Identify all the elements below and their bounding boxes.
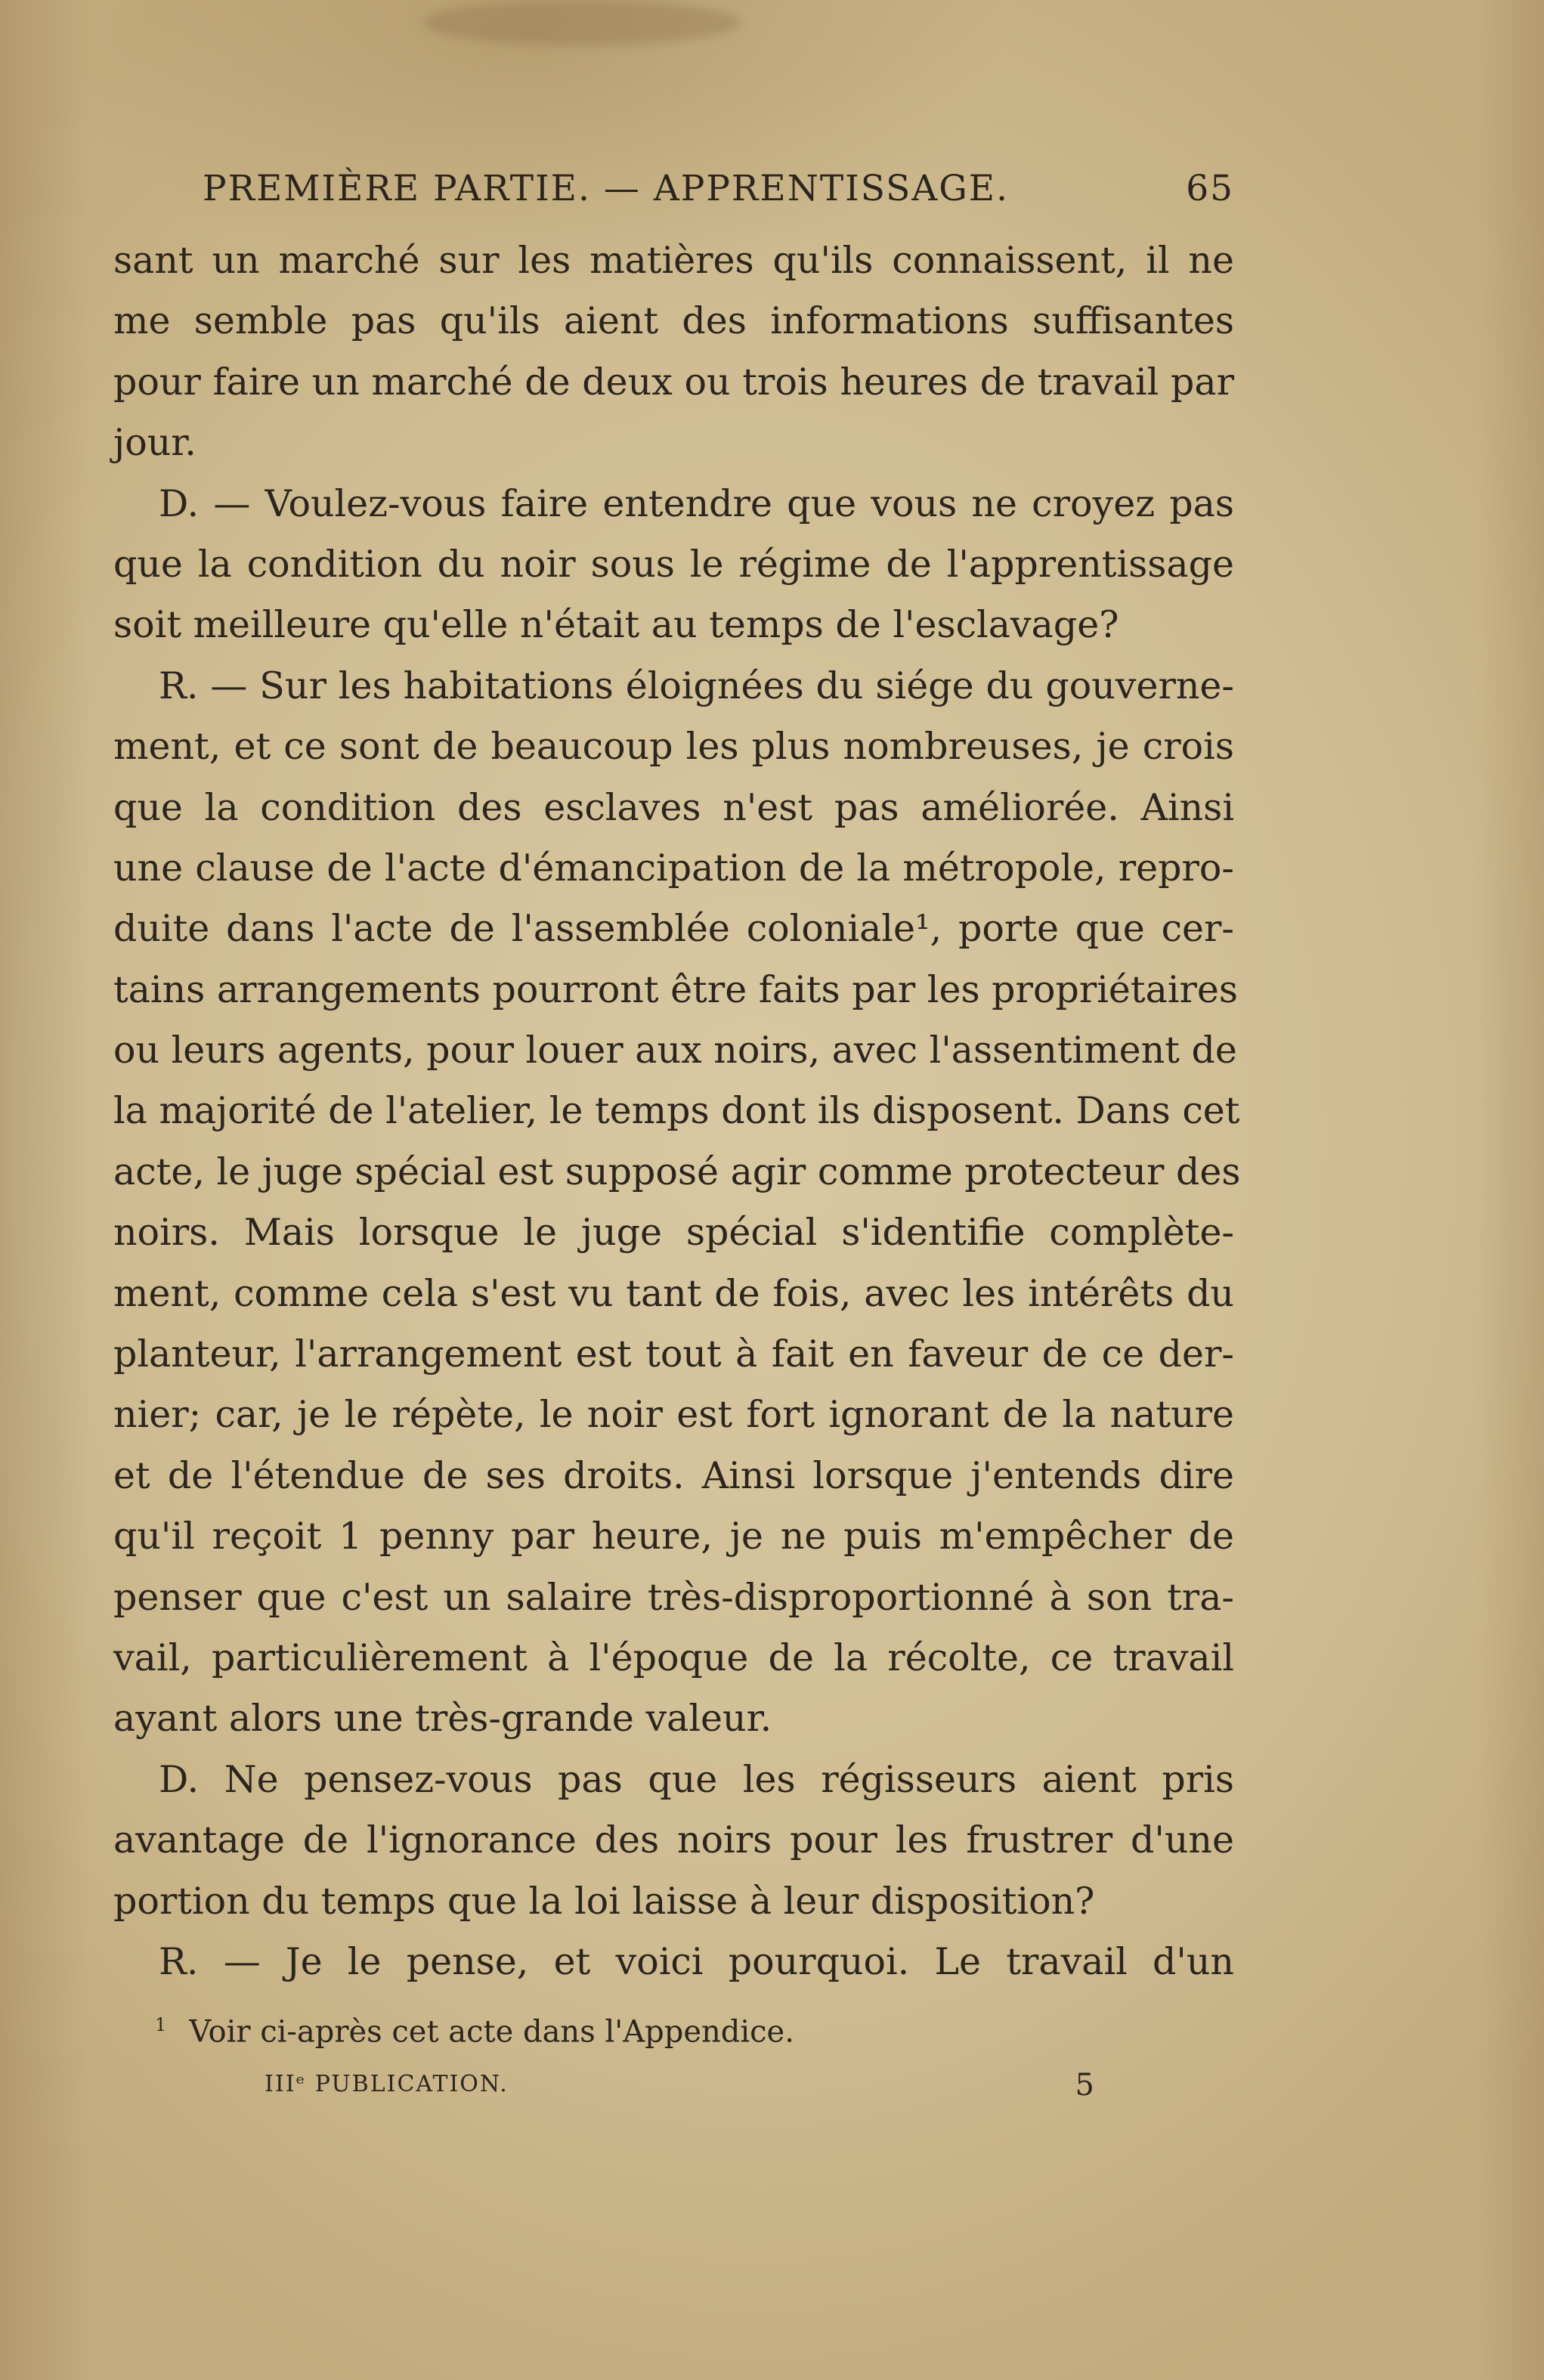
running-head-title: PREMIÈRE PARTIE. — APPRENTISSAGE. [203, 168, 1010, 209]
page-edge-shadow-right [1476, 0, 1544, 2380]
text-line: R. — Sur les habitations éloignées du siége du gouverne- [159, 664, 1234, 707]
page-number: 65 [1186, 168, 1234, 209]
signature-number: 5 [1075, 2068, 1096, 2103]
page-stain-top [423, 0, 741, 45]
text-line: ment, et ce sont de beaucoup les plus nombreuses, je crois [113, 725, 1234, 769]
text-line: ayant alors une très-grande valeur. [113, 1697, 772, 1741]
text-line: que la condition des esclaves n'est pas améliorée. Ainsi [113, 785, 1234, 829]
text-line: qu'il reçoit 1 penny par heure, je ne puis m'empêcher de [113, 1515, 1234, 1558]
text-line: acte, le juge spécial est supposé agir comme protecteur des [113, 1150, 1241, 1193]
text-line: vail, particulièrement à l'époque de la récolte, ce travail [113, 1636, 1234, 1679]
footnote-text: Voir ci-après cet acte dans l'Appendice. [189, 2014, 794, 2050]
text-line: portion du temps que la loi laisse à leur disposition? [113, 1879, 1095, 1923]
text-line: et de l'étendue de ses droits. Ainsi lorsque j'entends dire [113, 1453, 1234, 1497]
text-line: D. Ne pensez-vous pas que les régisseurs aient pris [159, 1757, 1234, 1801]
body-text [113, 231, 1241, 1992]
text-line: ment, comme cela s'est vu tant de fois, avec les intérêts du [113, 1271, 1234, 1315]
text-line: duite dans l'acte de l'assemblée coloniale¹, porte que cer- [113, 907, 1234, 951]
text-line: jour. [113, 421, 196, 465]
text-line: penser que c'est un salaire très-disproportionné à son tra- [113, 1575, 1234, 1619]
text-line: soit meilleure qu'elle n'était au temps de l'esclavage? [113, 603, 1119, 647]
text-line: noirs. Mais lorsque le juge spécial s'identifie complète- [113, 1211, 1234, 1255]
running-head [203, 168, 1234, 218]
text-line: sant un marché sur les matières qu'ils connaissent, il ne [113, 239, 1234, 282]
text-line: pour faire un marché de deux ou trois heures de travail par [113, 360, 1234, 404]
text-line: tains arrangements pourront être faits par les propriétaires [113, 967, 1239, 1011]
text-line: D. — Voulez-vous faire entendre que vous ne croyez pas [159, 481, 1234, 525]
text-line: une clause de l'acte d'émancipation de la métropole, repro- [113, 846, 1234, 890]
footnote [155, 2014, 794, 2049]
text-line: planteur, l'arrangement est tout à fait en faveur de ce der- [113, 1332, 1234, 1376]
signature-label: IIIᵉ PUBLICATION. [265, 2071, 509, 2097]
text-line: nier; car, je le répète, le noir est fort ignorant de la nature [113, 1393, 1234, 1437]
text-line: R. — Je le pense, et voici pourquoi. Le travail d'un [159, 1939, 1234, 1983]
text-line: avantage de l'ignorance des noirs pour les frustrer d'une [113, 1818, 1234, 1862]
text-line: que la condition du noir sous le régime de l'apprentissage [113, 542, 1234, 586]
page-edge-shadow-left [0, 0, 91, 2380]
text-line: la majorité de l'atelier, le temps dont ils disposent. Dans cet [113, 1089, 1240, 1133]
text-line: ou leurs agents, pour louer aux noirs, avec l'assentiment de [113, 1029, 1237, 1072]
text-line: me semble pas qu'ils aient des informations suffisantes [113, 299, 1234, 343]
signature-line [265, 2068, 1096, 2109]
footnote-marker: 1 [155, 2014, 167, 2035]
